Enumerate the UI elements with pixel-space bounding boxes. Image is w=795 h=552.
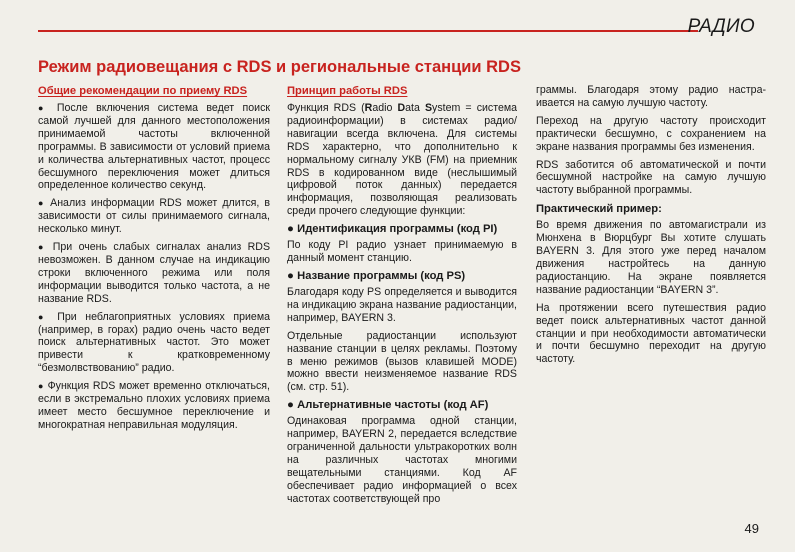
continuation-text: граммы. Благодаря этому радио настраивается на самую лучшую частоту. — [536, 84, 766, 109]
frequency-switch-text: Переход на другую частоту происходит практически бесшумно, с сохранением на экране названия программы без изменения. — [536, 114, 766, 153]
practical-example-heading: Практический пример: — [536, 203, 662, 216]
bullet-paragraph: ● Функция RDS может временно отключаться, если в экстремально плохих условиях приема имеет место бесшумное переключение и многократная неправильная модуляция. — [38, 380, 270, 432]
bullet-paragraph: ● После включения система ведет поиск самой лучшей для данного местоположения принимаемой частоты включенной программы. В зависимости от условий приема и количества альтернативных частот, процесс бесшумного переключения может длиться определенное количество секунд. — [38, 102, 270, 192]
general-recommendations-heading: Общие рекомендации по приему RDS — [38, 85, 248, 97]
af-code-heading: ● Альтернативные частоты (код AF) — [287, 399, 489, 412]
bullet-paragraph: ● При очень слабых сигналах анализ RDS невозможен. В данном случае на индикацию строки включенного режима или поля информации выводится только частота, а не название RDS. — [38, 241, 270, 306]
rds-principle-heading: Принцип работы RDS — [287, 85, 408, 97]
column-continuation — [536, 84, 766, 371]
rds-intro-paragraph: Функция RDS (Radio Data System = система радиоинформации) в системах радио/навигации всегда включена. Для системы RDS характерно, что дополнительно к нормальному сигналу УКВ (FM) на приемник RDS в кодированном виде (неслышимый цифровой поток данных) передается информация, позволяющая реализовать среди прочего следующие функции: — [287, 102, 518, 218]
section-title: РАДИО — [687, 16, 755, 37]
rds-auto-tune-text: RDS заботится об автоматической и почти бесшумной настройке на самую лучшую частоту выбранной программы. — [536, 158, 766, 197]
af-code-text: Одинаковая программа одной станции, например, BAYERN 2, передается вследствие ограниченной дальности ультракоротких волн на различных частотах многими вещательными станциями. Код AF обеспечивает радио информацией о всех частотах соответствующей про — [287, 415, 517, 505]
pi-code-text: По коду PI радио узнает принимаемую в данный момент станцию. — [287, 239, 517, 265]
bullet-paragraph: ● При неблагоприятных условиях приема (например, в горах) радио очень часто ведет поиск альтернативных частот. Это может привести к кратковременному “безмолвствованию” радио. — [38, 311, 270, 376]
column-general-recommendations — [38, 85, 270, 437]
ps-code-text: Благодаря коду PS определяется и выводится на индикацию экрана название радиостанции, например, BAYERN 3. — [287, 285, 517, 324]
bullet-paragraph: ● Анализ информации RDS может длится, в зависимости от силы принимаемого сигнала, несколько минут. — [38, 197, 270, 236]
ps-code-heading: ● Название программы (код PS) — [287, 269, 466, 282]
ps-code-text-2: Отдельные радиостанции используют название станции в целях рекламы. Поэтому в меню режимов (вызов клавишей MODE) можно ввести неизменяемое название RDS (см. стр. 51). — [287, 329, 517, 394]
header-rule — [38, 30, 698, 32]
practical-example-text: Во время движения по автомагистрали из Мюнхена в Вюрцбург Вы хотите слушать BAYERN 3. Для этого уже перед началом движения настройтесь на данную радиостанцию. На экране появляется название радиостанции “BAYERN 3”. — [536, 219, 766, 296]
journey-text: На протяжении всего путешествия радио ведет поиск альтернативных частот данной станции и при необходимости автоматически и почти бесшумно переходит на другую частоту. — [536, 301, 766, 366]
page-title: Режим радиовещания с RDS и региональные станции RDS — [38, 58, 521, 76]
pi-code-heading: ● Идентификация программы (код PI) — [287, 223, 498, 236]
page-number: 49 — [744, 521, 759, 536]
column-rds-principle — [287, 85, 517, 511]
